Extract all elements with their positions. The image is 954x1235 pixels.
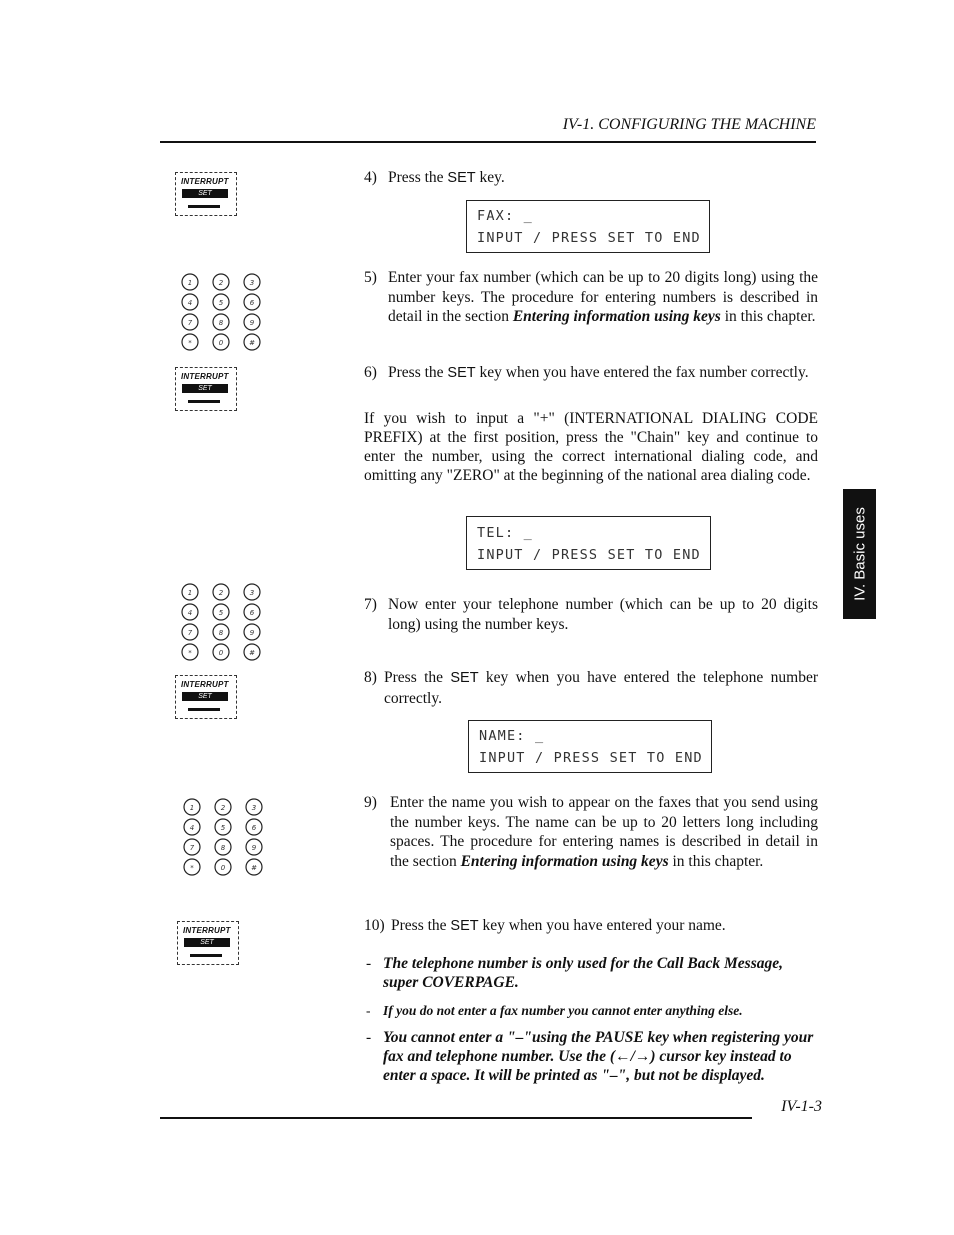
svg-text:#: # (249, 649, 255, 657)
international-prefix-paragraph: If you wish to input a "+" (INTERNATIONAL DIALING CODE PREFIX) at the first position, press the "Chain" key and continue to enter the number, using the correct international dialing code, and omitting any "ZERO" at the beginning of the national area dialing code. (364, 410, 818, 484)
interrupt-label: INTERRUPT (181, 372, 229, 381)
svg-text:7: 7 (187, 629, 193, 637)
svg-text:3: 3 (249, 279, 255, 287)
svg-text:2: 2 (218, 589, 224, 597)
svg-text:1: 1 (187, 279, 193, 287)
svg-text:#: # (249, 339, 255, 347)
step-5: 5) Enter your fax number (which can be up to 20 digits long) using the number keys. The procedure for entering numbers is described in detail in the section Entering information using keys in this chapter. (364, 269, 818, 325)
header-rule (160, 141, 816, 143)
section-tab-label: IV. Basic uses (851, 507, 868, 601)
section-reference: Entering information using keys (460, 852, 669, 870)
number-keypad-icon (178, 580, 264, 664)
svg-text:*: * (190, 864, 194, 872)
set-key-icon (175, 172, 237, 216)
svg-text:2: 2 (218, 279, 224, 287)
svg-text:8: 8 (220, 844, 226, 852)
svg-text:3: 3 (249, 589, 255, 597)
svg-text:3: 3 (251, 804, 257, 812)
svg-text:0: 0 (218, 339, 224, 347)
svg-text:9: 9 (251, 844, 257, 852)
set-key-icon (175, 675, 237, 719)
set-label: SET (182, 384, 228, 393)
note-callback: - The telephone number is only used for the Call Back Message, super COVERPAGE. (366, 955, 783, 991)
svg-text:2: 2 (220, 804, 226, 812)
section-reference: Entering information using keys (512, 308, 721, 325)
number-keypad-icon (180, 795, 266, 879)
svg-text:0: 0 (220, 864, 226, 872)
note-fax-required: - If you do not enter a fax number you cannot enter anything else. (366, 1003, 743, 1018)
svg-text:1: 1 (189, 804, 195, 812)
set-label: SET (184, 938, 230, 947)
svg-text:6: 6 (251, 824, 257, 832)
lcd-display-name (468, 720, 712, 773)
set-key-icon (177, 921, 239, 965)
svg-text:6: 6 (249, 609, 255, 617)
svg-text:8: 8 (218, 319, 224, 327)
svg-text:4: 4 (187, 609, 193, 617)
svg-text:0: 0 (218, 649, 224, 657)
set-key-icon (175, 367, 237, 411)
svg-text:9: 9 (249, 629, 255, 637)
note-pause-key: - You cannot enter a "–"using the PAUSE key when registering your fax and telephone number. Use the (←/→) cursor key instead to enter a space. It will be printed as "–", but not be displayed. (366, 1029, 814, 1084)
svg-text:9: 9 (249, 319, 255, 327)
svg-text:5: 5 (220, 824, 226, 832)
interrupt-label: INTERRUPT (181, 177, 229, 186)
lcd-line-1: NAME: _ (479, 728, 545, 744)
svg-text:1: 1 (187, 589, 193, 597)
svg-text:6: 6 (249, 299, 255, 307)
lcd-line-2: INPUT / PRESS SET TO END (479, 750, 703, 766)
step-10: 10) Press the SET key when you have entered your name. (364, 917, 726, 934)
page-header-title: IV-1. CONFIGURING THE MACHINE (562, 116, 816, 133)
number-keypad-icon (178, 270, 264, 354)
interrupt-label: INTERRUPT (183, 926, 231, 935)
svg-text:7: 7 (189, 844, 195, 852)
svg-text:4: 4 (189, 824, 195, 832)
svg-text:7: 7 (187, 319, 193, 327)
section-tab[interactable] (843, 489, 876, 619)
step-7: 7) Now enter your telephone number (which can be up to 20 digits long) using the number keys. (364, 596, 818, 633)
footer-rule (160, 1117, 752, 1119)
lcd-display-fax (466, 200, 710, 253)
step-4: 4) Press the SET key. (364, 169, 505, 186)
svg-text:#: # (251, 864, 257, 872)
svg-text:5: 5 (218, 609, 224, 617)
interrupt-label: INTERRUPT (181, 680, 229, 689)
lcd-line-2: INPUT / PRESS SET TO END (477, 230, 701, 246)
page-number: IV-1-3 (781, 1098, 822, 1115)
step-6: 6) Press the SET key when you have entered the fax number correctly. (364, 364, 809, 381)
svg-text:8: 8 (218, 629, 224, 637)
set-label: SET (182, 189, 228, 198)
lcd-line-2: INPUT / PRESS SET TO END (477, 547, 701, 563)
set-label: SET (182, 692, 228, 701)
lcd-line-1: FAX: _ (477, 208, 533, 224)
svg-text:*: * (188, 339, 192, 347)
step-9: 9) Enter the name you wish to appear on the faxes that you send using the number keys. The name can be up to 20 letters long including spaces. The procedure for entering names is described in detail in the section Entering information using keys in this chapter. (364, 794, 818, 870)
step-8: 8) Press the SET key when you have entered the telephone number correctly. (364, 669, 818, 707)
svg-text:5: 5 (218, 299, 224, 307)
lcd-display-tel (466, 516, 711, 570)
svg-text:*: * (188, 649, 192, 657)
svg-text:4: 4 (187, 299, 193, 307)
lcd-line-1: TEL: _ (477, 525, 533, 541)
